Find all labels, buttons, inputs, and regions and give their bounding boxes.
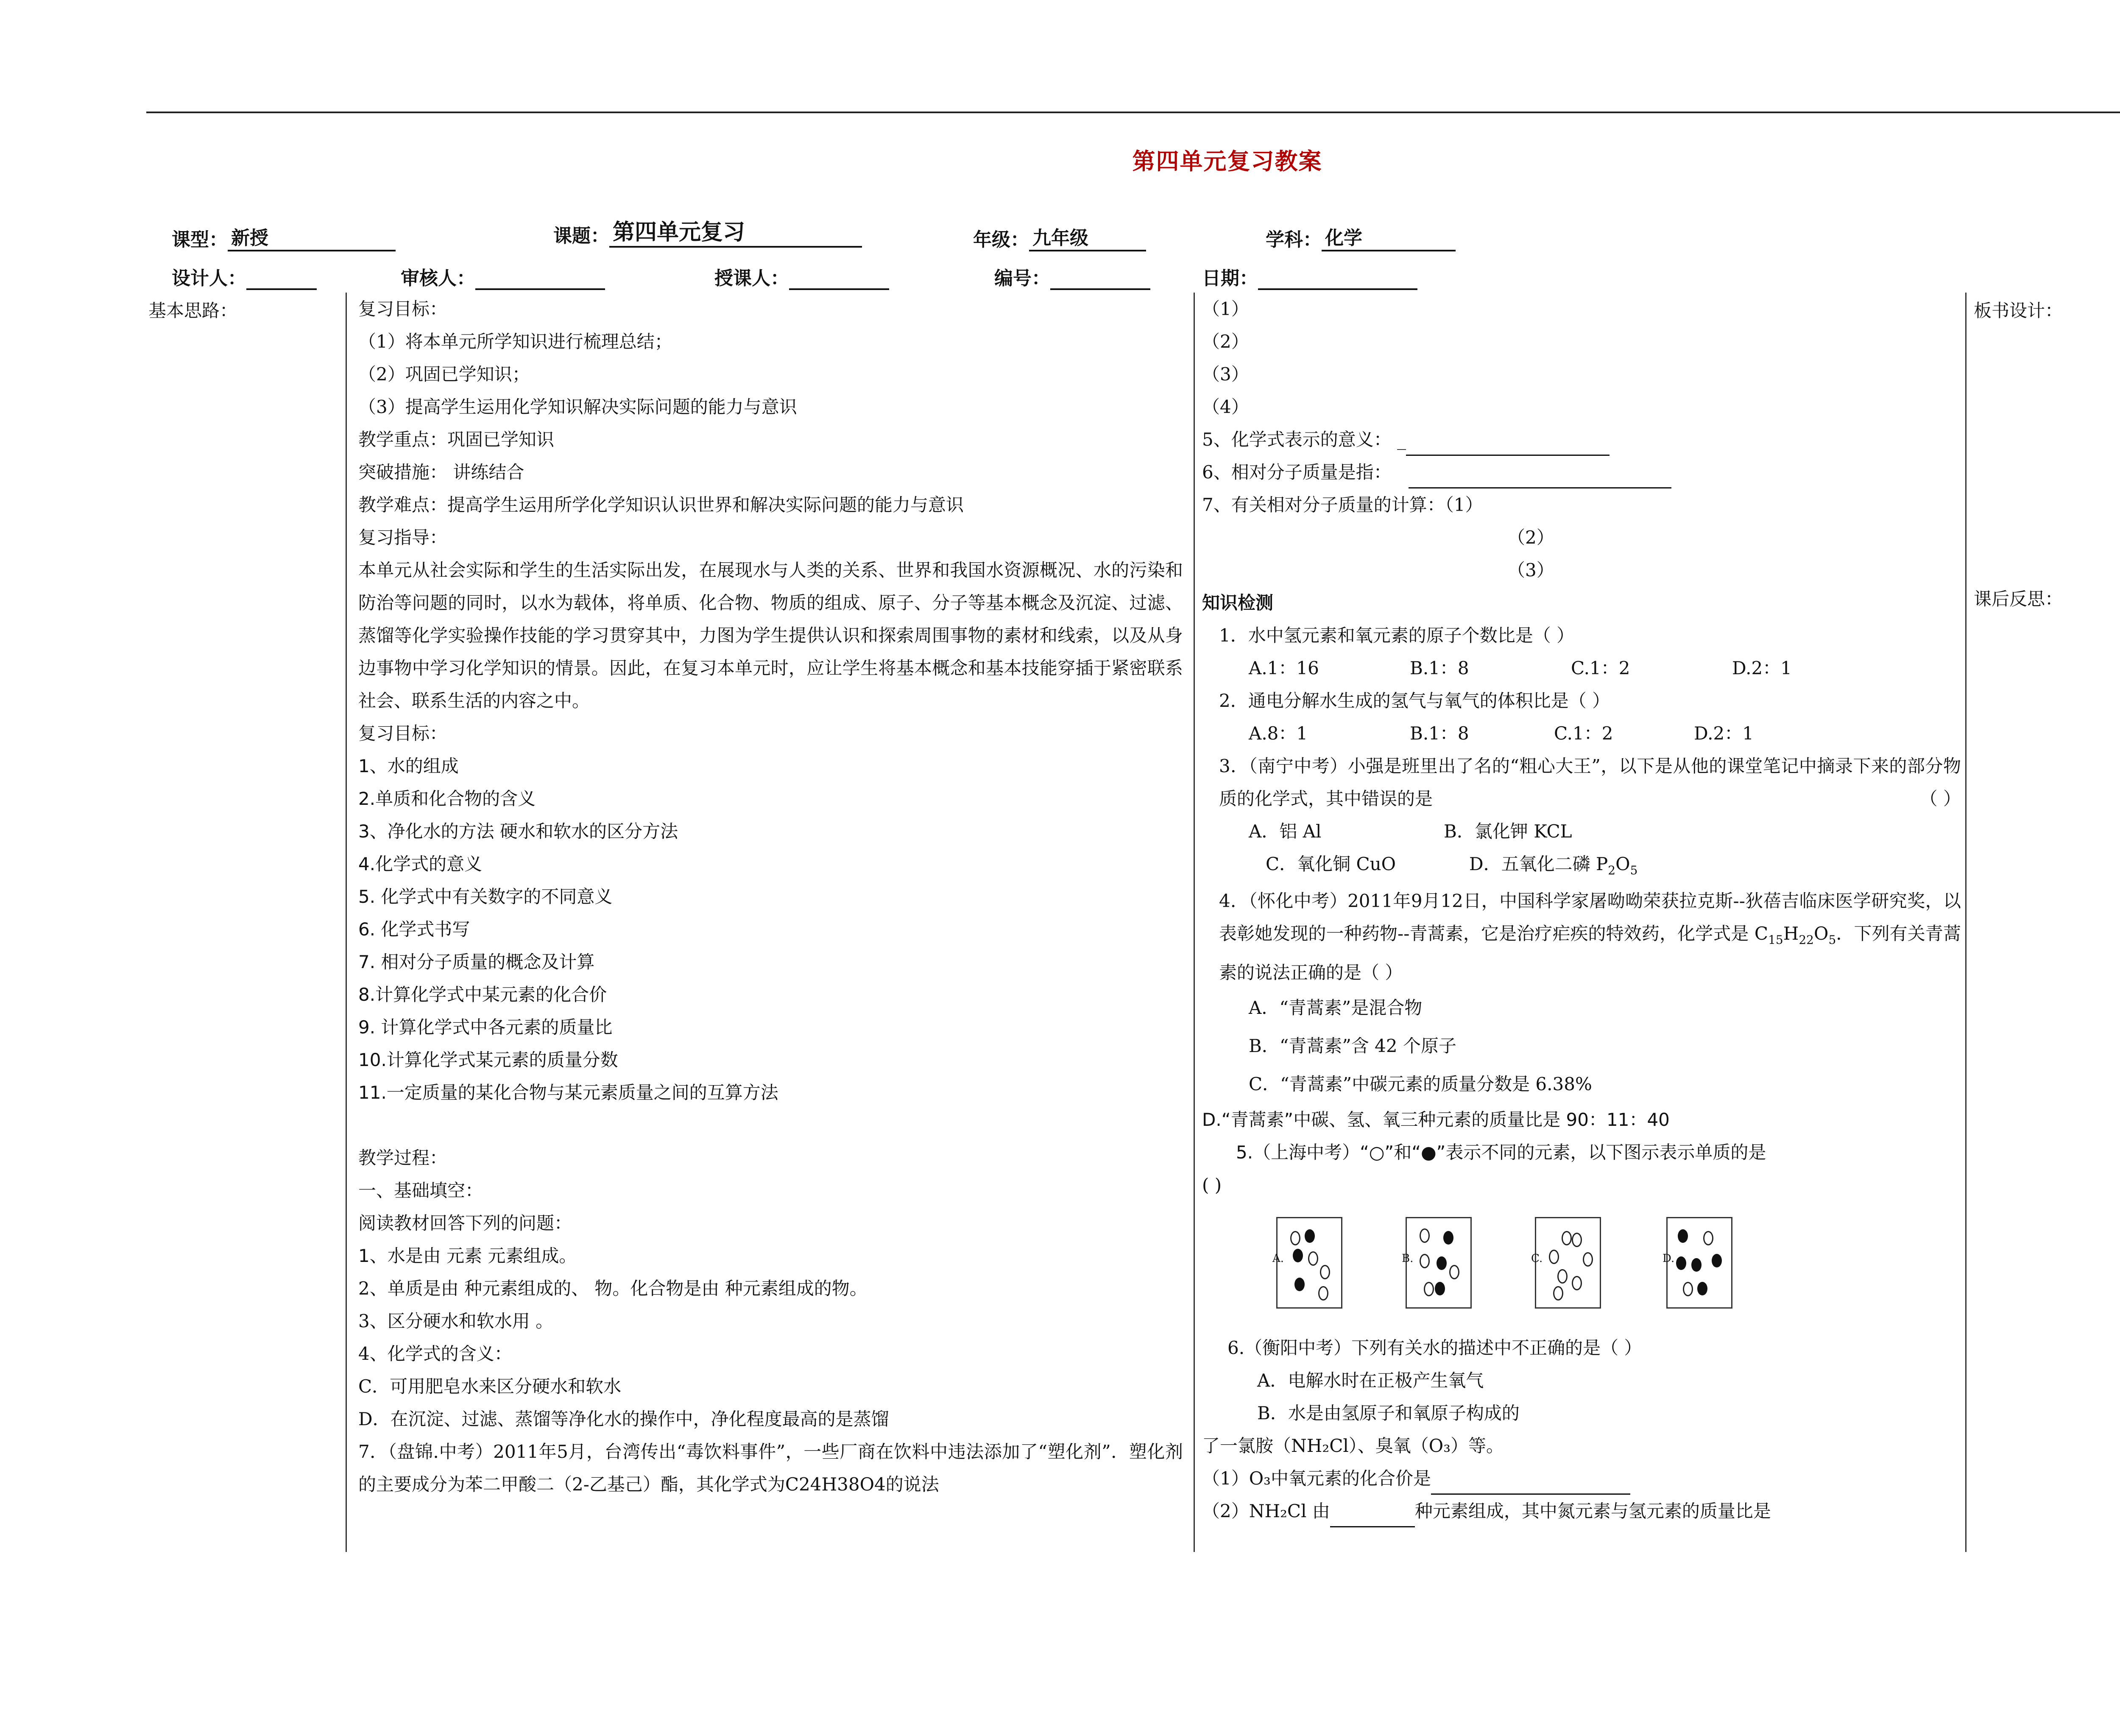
white-atom-icon (1420, 1254, 1430, 1268)
formula-meaning-question: 5、化学式表示的意义： _ (1202, 423, 1961, 456)
test-question-3: 3．（南宁中考）小强是班里出了名的“粗心大王”，以下是从他的课堂笔记中摘录下来的部分物质的化学式，其中错误的是 （ ） (1219, 756, 1961, 809)
c1b-line: 1、水是由 元素 元素组成。 (358, 1245, 577, 1266)
mass-calc-question: 7、有关相对分子质量的计算：（1） (1202, 494, 1483, 515)
white-atom-icon (1549, 1250, 1559, 1264)
white-atom-icon (1320, 1265, 1330, 1279)
figure-b: B. (1406, 1217, 1472, 1309)
test-question-6: 6.（衡阳中考）下列有关水的描述中不正确的是（ ） (1227, 1337, 1642, 1358)
test-question-4: 4．（怀化中考）2011年9月12日，中国科学家屠呦呦荣获拉克斯--狄蓓吉临床医学研究奖，以表彰她发现的一种药物--青蒿素，它是治疗疟疾的特效药，化学式是 $C_{15}H_{22}O_5$．下列有关青蒿素的说法正确的是（ ） (1219, 890, 1961, 983)
fill-question-list (358, 1305, 1183, 1435)
mass-calc-item-3: （3） (1507, 560, 1554, 581)
c1a-line: （1）将本单元所学知识进行梳理总结； (358, 331, 672, 352)
test-question-2: 2．通电分解水生成的氢气与氧气的体积比是（ ） (1219, 690, 1610, 711)
test-3-options-ab: A．铝 Al B．氯化钾 KCL (1249, 821, 1572, 842)
c1b-line: 2.单质和化合物的含义 (358, 788, 536, 809)
test-6-sub-2: （2）NH₂Cl 由 种元素组成，其中氮元素与氢元素的质量比是 (1202, 1495, 1961, 1527)
board-design-label: 板书设计： (1974, 300, 2063, 321)
black-atom-icon (1697, 1282, 1707, 1295)
type-value: 新授 (228, 223, 396, 251)
meaning-items (1202, 293, 1961, 423)
test-question-5: 5.（上海中考）“○”和“●”表示不同的元素，以下图示表示单质的是 (1236, 1142, 1766, 1163)
c1b-line: 6. 化学式书写 (358, 919, 470, 940)
test-4-option-d: D.“青蒿素”中碳、氢、氧三种元素的质量比是 90：11：40 (1202, 1109, 1670, 1130)
grade-value: 九年级 (1029, 223, 1146, 251)
meta-reviewer: 审核人： (401, 263, 605, 290)
c1a-line: 教学重点：巩固已学知识 (358, 429, 555, 450)
white-atom-icon (1449, 1265, 1459, 1279)
reflection-label: 课后反思： (1974, 589, 2063, 609)
c1b-line: 10.计算化学式某元素的质量分数 (358, 1049, 618, 1070)
test-6-option-b: B．水是由氢原子和氧原子构成的 (1257, 1403, 1520, 1423)
knowledge-check-title: 知识检测 (1202, 592, 1274, 613)
meta-subject: 学科： 化学 (1266, 223, 1456, 251)
c1b-line: 11.一定质量的某化合物与某元素质量之间的互算方法 (358, 1082, 778, 1103)
white-atom-icon (1557, 1269, 1568, 1284)
column-rule-2 (1194, 293, 1195, 1552)
white-atom-icon (1318, 1286, 1328, 1301)
test-6-sub-1: （1）O₃中氧元素的化合价是 (1202, 1462, 1961, 1495)
white-atom-icon (1562, 1231, 1572, 1245)
test-6-continuation: 了一氯胺（NH₂Cl）、臭氧（O₃）等。 (1202, 1435, 1504, 1456)
meta-designer: 设计人： (172, 263, 317, 290)
test-4-option-c: C．“青蒿素”中碳元素的质量分数是 6.38% (1249, 1074, 1592, 1094)
meta-date: 日期： (1202, 263, 1417, 290)
column-rule-3 (1965, 293, 1967, 1552)
figure-d: D. (1666, 1217, 1732, 1309)
topic-value: 第四单元复习 (609, 214, 862, 248)
c1a-line: 教学难点：提高学生运用所学化学知识认识世界和解决实际问题的能力与意识 (358, 494, 964, 515)
figure-c: C. (1535, 1217, 1601, 1309)
test-5-paren: ( ) (1202, 1175, 1222, 1195)
c2a-line: （2） (1202, 331, 1249, 352)
c1c-line: 4、化学式的含义： (358, 1343, 512, 1364)
c1b-line: 一、基础填空： (358, 1180, 483, 1201)
white-atom-icon (1572, 1233, 1582, 1247)
column-exercises (1202, 293, 1961, 1201)
c1b-line: 阅读教材回答下列的问题： (358, 1213, 572, 1234)
meta-topic: 课题： 第四单元复习 (553, 214, 862, 248)
c1c-line: 3、区分硬水和软水用 。 (358, 1311, 554, 1331)
c1a-line: （3）提高学生运用化学知识解决实际问题的能力与意识 (358, 396, 797, 417)
review-guidance-paragraph: 本单元从社会实际和学生的生活实际出发，在展现水与人类的关系、世界和我国水资源概况、水的污染和防治等问题的同时，以水为载体，将单质、化合物、物质的组成、原子、分子等基本概念及沉淀、过滤、蒸馏等化学实验操作技能的学习贯穿其中，力图为学生提供认识和探索周围事物的素材和线索，以及从身边事物中学习化学知识的情景。因此，在复习本单元时，应让学生将基本概念和基本技能穿插于紧密联系社会、联系生活的内容之中。 (358, 560, 1183, 711)
figure-a: A. (1276, 1217, 1342, 1309)
c1b-line: 8.计算化学式中某元素的化合价 (358, 984, 607, 1005)
page-title: 第四单元复习教案 (1132, 148, 1322, 175)
meta-grade: 年级： 九年级 (973, 223, 1146, 251)
black-atom-icon (1305, 1229, 1315, 1243)
c1b-line: 5. 化学式中有关数字的不同意义 (358, 886, 613, 907)
c1b-line: 复习目标： (358, 723, 448, 744)
black-atom-icon (1676, 1256, 1686, 1270)
black-atom-icon (1712, 1254, 1722, 1267)
c1b-line: 7. 相对分子质量的概念及计算 (358, 952, 595, 972)
white-atom-icon (1683, 1282, 1693, 1296)
review-goals (358, 293, 1183, 554)
c1a-line: 复习指导： (358, 527, 448, 548)
meta-type: 课型： 新授 (172, 223, 396, 251)
c2a-line: （3） (1202, 364, 1249, 385)
c1b-line: 3、净化水的方法 硬水和软水的区分方法 (358, 821, 678, 842)
c1b-line: 4.化学式的意义 (358, 854, 483, 874)
c1b-line: 9. 计算化学式中各元素的质量比 (358, 1017, 613, 1038)
white-atom-icon (1424, 1282, 1434, 1296)
test-2-options: A.8：1 B.1：8 C.1：2 D.2：1 (1249, 723, 1754, 744)
black-atom-icon (1293, 1249, 1303, 1262)
header-rule (146, 112, 2120, 113)
black-atom-icon (1678, 1229, 1688, 1243)
test-3-options-cd: C．氧化铜 CuO D．五氧化二磷 $P_2O_5$ (1266, 854, 1638, 877)
test-4-option-b: B．“青蒿素”含 42 个原子 (1249, 1035, 1456, 1056)
relative-mass-question: 6、相对分子质量是指： (1202, 456, 1961, 488)
black-atom-icon (1435, 1282, 1445, 1295)
c1b-line: 1、水的组成 (358, 756, 459, 776)
meta-teacher: 授课人： (714, 263, 889, 290)
c1a-line: （2）巩固已学知识； (358, 364, 530, 385)
white-atom-icon (1703, 1231, 1713, 1245)
mass-calc-item-2: （2） (1507, 527, 1554, 548)
black-atom-icon (1691, 1258, 1702, 1272)
white-atom-icon (1583, 1252, 1593, 1267)
c1b-line: 教学过程： (358, 1147, 448, 1168)
white-atom-icon (1553, 1286, 1563, 1301)
black-atom-icon (1294, 1278, 1305, 1291)
test-1-options: A.1：16 B.1：8 C.1：2 D.2：1 (1249, 658, 1792, 678)
subject-value: 化学 (1322, 223, 1456, 251)
white-atom-icon (1572, 1276, 1582, 1290)
basic-approach-label: 基本思路： (148, 300, 238, 321)
black-atom-icon (1437, 1256, 1447, 1270)
c1c-line: C．可用肥皂水来区分硬水和软水 (358, 1376, 622, 1397)
black-atom-icon (1443, 1231, 1453, 1245)
fill-question-2: 2、单质是由 种元素组成的、 物。化合物是由 种元素组成的物。 (358, 1278, 868, 1299)
c1a-line: 复习目标： (358, 299, 448, 319)
column-review (358, 293, 1183, 1501)
test-question-1: 1．水中氢元素和氧元素的原子个数比是（ ） (1219, 625, 1575, 646)
white-atom-icon (1290, 1231, 1300, 1245)
c1a-line: 突破措施： 讲练结合 (358, 462, 524, 483)
white-atom-icon (1308, 1251, 1318, 1266)
meta-number: 编号： (994, 263, 1150, 290)
c2a-line: （4） (1202, 396, 1249, 417)
c1b-line (358, 1109, 1183, 1142)
c2a-line: （1） (1202, 299, 1249, 319)
test-6-option-a: A．电解水时在正极产生氧气 (1257, 1370, 1484, 1391)
c1c-line: D．在沉淀、过滤、蒸馏等净化水的操作中，净化程度最高的是蒸馏 (358, 1409, 889, 1429)
question-7-plasticizer: 7．（盘锦.中考）2011年5月，台湾传出“毒饮料事件”，一些厂商在饮料中违法添加了“塑化剂”．塑化剂的主要成分为苯二甲酸二（2-乙基己）酯，其化学式为C24H38O4的说法 (358, 1441, 1183, 1495)
review-objectives-list (358, 717, 1183, 1272)
white-atom-icon (1420, 1228, 1430, 1243)
test-4-option-a: A．“青蒿素”是混合物 (1249, 997, 1423, 1018)
column-rule-1 (346, 293, 347, 1552)
column-exercises-lower (1202, 1331, 1961, 1527)
